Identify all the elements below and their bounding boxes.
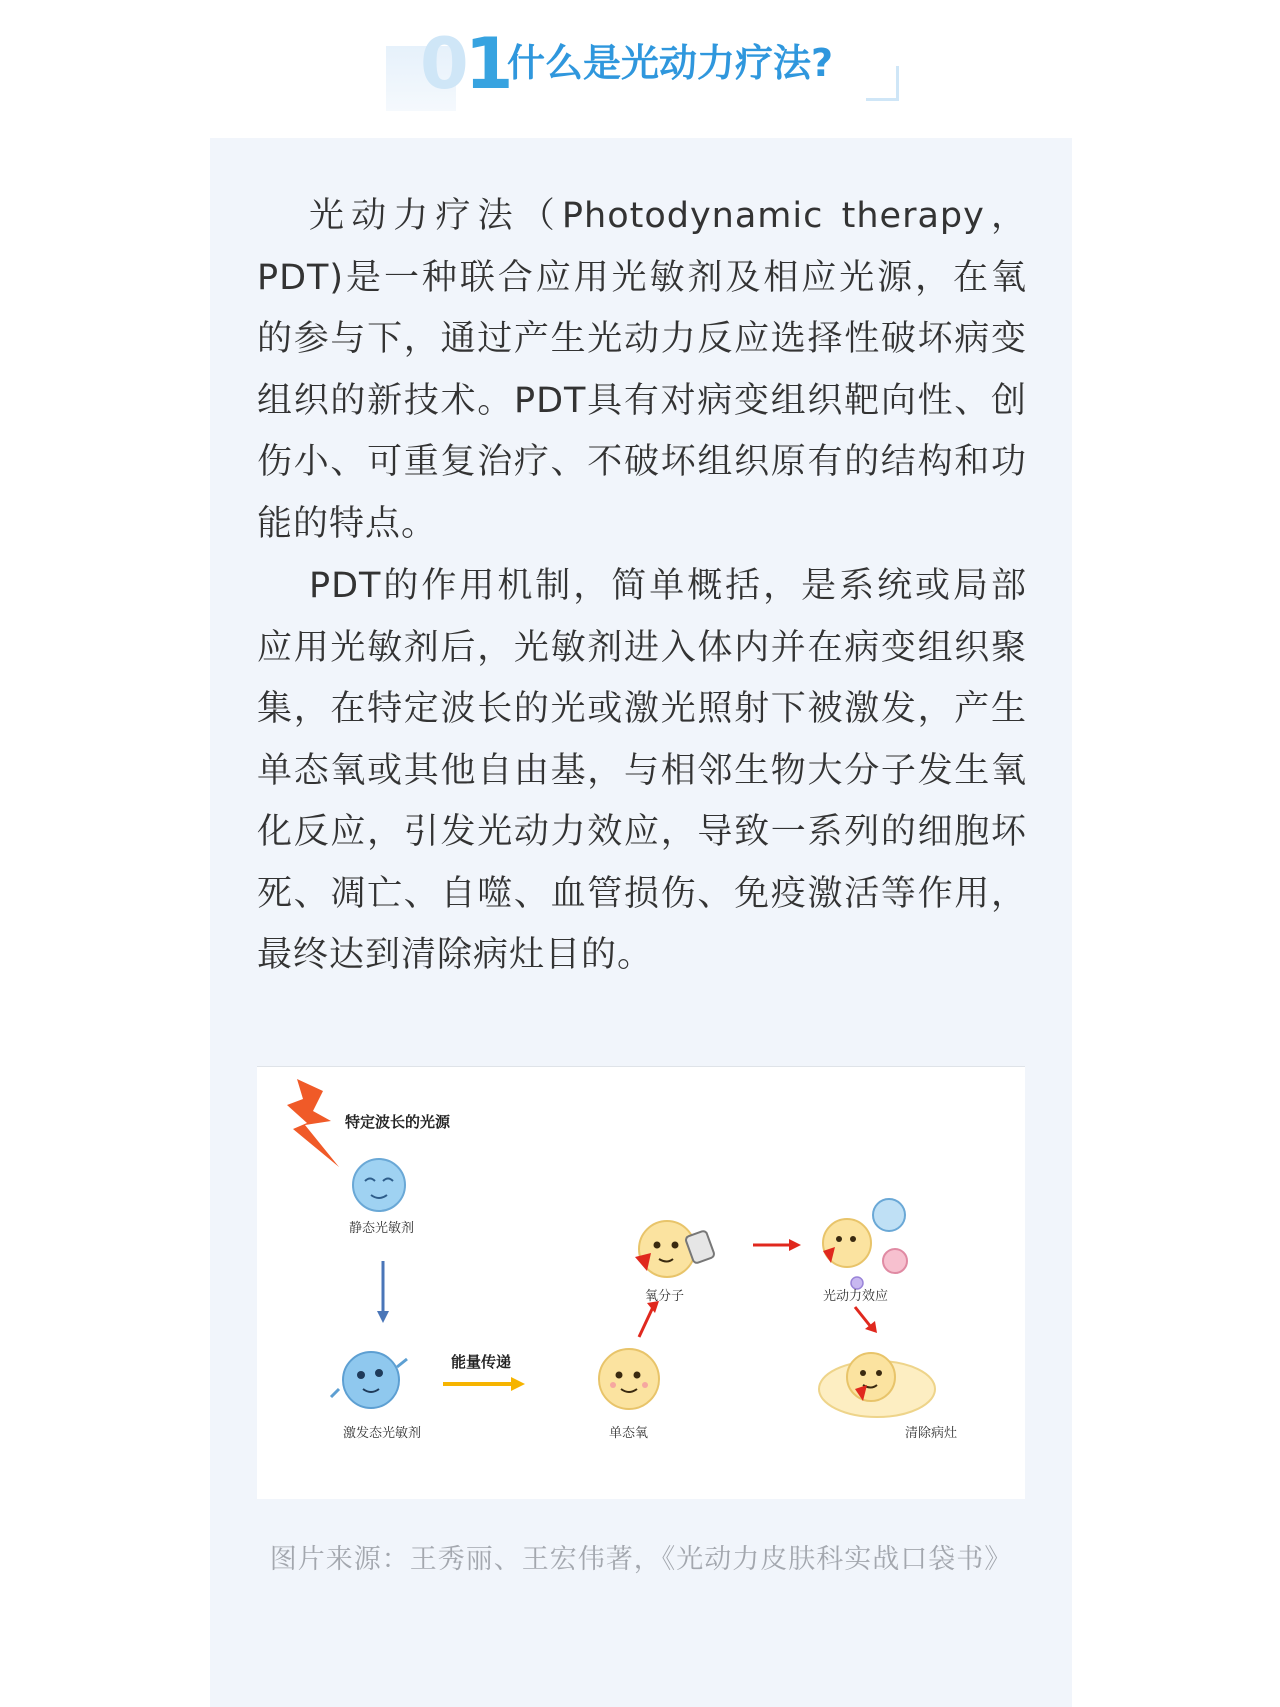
label-resting-photosensitizer: 静态光敏剂 xyxy=(349,1221,415,1236)
paragraph-mechanism: PDT的作用机制，简单概括，是系统或局部应用光敏剂后，光敏剂进入体内并在病变组织聚集，在特定波长的光或激光照射下被激发，产生单态氧或其他自由基，与相邻生物大分子发生氧化反应，引发光动力效应，导致一系列的细胞坏死、凋亡、自噬、血管损伤、免疫激活等作用，最终达到清除病灶目的。 xyxy=(257,566,1027,975)
section-number xyxy=(420,24,509,104)
resting-photosensitizer-icon xyxy=(353,1159,405,1211)
label-oxygen-molecule: 氧分子 xyxy=(645,1289,685,1304)
singlet-oxygen-icon xyxy=(599,1349,659,1409)
section-number-one: 1 xyxy=(464,23,510,105)
excited-photosensitizer-icon xyxy=(331,1352,407,1408)
photodynamic-effect-icon xyxy=(823,1199,907,1289)
label-excited-photosensitizer: 激发态光敏剂 xyxy=(343,1426,422,1441)
label-singlet-oxygen: 单态氧 xyxy=(609,1426,649,1441)
up-arrow-icon xyxy=(639,1301,659,1337)
section-title: 什么是光动力疗法? xyxy=(507,41,834,85)
label-light-source: 特定波长的光源 xyxy=(345,1113,451,1131)
paragraph-intro: 光动力疗法（Photodynamic therapy，PDT)是一种联合应用光敏剂及相应光源，在氧的参与下，通过产生光动力反应选择性破坏病变组织的新技术。PDT具有对病变组织靶向性、创伤小、可重复治疗、不破坏组织原有的结构和功能的特点。 xyxy=(257,196,1027,544)
down-arrow-icon xyxy=(377,1261,389,1323)
down-right-arrow-icon xyxy=(855,1307,877,1333)
lightning-icon xyxy=(287,1079,339,1167)
energy-transfer-arrow-icon xyxy=(443,1377,525,1391)
label-energy-transfer: 能量传递 xyxy=(451,1353,512,1371)
section-header xyxy=(0,0,1280,130)
right-arrow-icon xyxy=(753,1239,801,1251)
corner-bracket-decoration xyxy=(866,66,899,101)
image-caption: 图片来源：王秀丽、王宏伟著，《光动力皮肤科实战口袋书》 xyxy=(269,1544,1013,1575)
label-clear-lesion: 清除病灶 xyxy=(905,1426,958,1441)
clear-lesion-icon xyxy=(819,1353,935,1417)
pdt-mechanism-diagram xyxy=(257,1067,1025,1499)
oxygen-molecule-icon xyxy=(635,1221,715,1277)
label-photodynamic-effect: 光动力效应 xyxy=(823,1289,889,1304)
section-number-zero: 0 xyxy=(420,23,465,105)
